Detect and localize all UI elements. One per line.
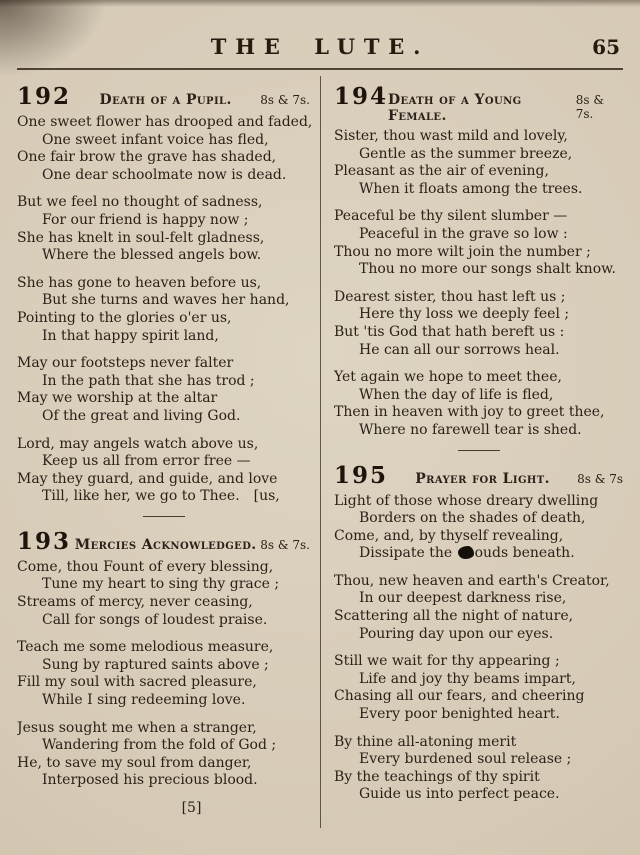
hymn-line: Lord, may angels watch above us, (17, 435, 259, 452)
stanza (17, 275, 310, 345)
stanza (17, 436, 310, 506)
stanza (17, 114, 313, 184)
stanza (17, 355, 310, 425)
hymn-line: In that happy spirit land, (42, 327, 219, 344)
hymn-line: Teach me some melodious measure, (17, 639, 274, 656)
hymn-line: Where no farewell tear is shed. (359, 421, 582, 438)
hymn-line: One dear schoolmate now is dead. (42, 166, 287, 183)
hymn-line: Thou, new heaven and earth's Creator, (334, 572, 610, 589)
hymn-line: Where the blessed angels bow. (42, 247, 262, 264)
hymn-line: When the day of life is fled, (359, 386, 554, 403)
hymn-line: While I sing redeeming love. (42, 692, 246, 709)
hymn-line: Of the great and living God. (42, 407, 241, 424)
hymn-line: Chasing all our fears, and cheering (334, 688, 585, 705)
hymn-line: In the path that she has trod ; (42, 372, 255, 389)
hymn-line: Dissipate the ouds beneath. (359, 545, 575, 562)
hymn-header (334, 83, 623, 124)
hymn-number: 192 (17, 83, 72, 110)
column-left (17, 76, 320, 828)
hymn-line: May our footsteps never falter (17, 355, 234, 372)
hymn-title: Death of a Young Female. (388, 92, 522, 124)
hymn-meter: 8s & 7s. (260, 537, 310, 552)
hymn-line: Wandering from the fold of God ; (42, 737, 277, 754)
hymn-line: By thine all-atoning merit (334, 733, 517, 750)
hymn-line: Sister, thou wast mild and lovely, (334, 128, 568, 144)
hymn-line: Every poor benighted heart. (359, 706, 560, 723)
hymn-header (17, 528, 310, 555)
page-number: 65 (592, 35, 620, 59)
book-title: THE LUTE. (210, 34, 430, 59)
hymn-line: Borders on the shades of death, (359, 510, 586, 527)
page-header (0, 0, 640, 68)
hymn-meter: 8s & 7s (577, 471, 623, 486)
stanza (17, 639, 310, 709)
column-right (320, 76, 623, 828)
hymn-number: 194 (334, 83, 389, 110)
hymn-line: But 'tis God that hath bereft us : (334, 323, 565, 340)
hymn-line: One sweet flower has drooped and faded, (17, 114, 313, 130)
hymn-line: Light of those whose dreary dwelling (334, 492, 599, 509)
hymn-line: Till, like her, we go to Thee. [us, (42, 488, 280, 505)
hymn-line: Scattering all the night of nature, (334, 608, 574, 625)
hymn-line: For our friend is happy now ; (42, 211, 249, 228)
hymn-title: Death of a Pupil. (99, 92, 232, 108)
ink-blot (458, 546, 474, 559)
header-rule (17, 68, 623, 70)
hymn-title: Mercies Acknowledged. (74, 536, 257, 553)
stanza (334, 734, 623, 804)
hymn (334, 462, 623, 805)
stanza (334, 289, 623, 359)
hymn (334, 83, 623, 440)
hymn-line: Interposed his precious blood. (42, 772, 258, 789)
hymn-line: Thou no more wilt join the number ; (334, 243, 591, 260)
text-columns (17, 76, 623, 828)
hymn-line: He, to save my soul from danger, (17, 754, 252, 771)
hymn-line: But she turns and waves her hand, (42, 292, 290, 309)
stanza (17, 194, 310, 264)
hymn-line: Sung by raptured saints above ; (42, 656, 269, 673)
hymn-line: Every burdened soul release ; (359, 751, 572, 768)
stanza (334, 208, 623, 278)
stanza (17, 720, 310, 790)
page-signature: [5] (181, 800, 202, 816)
hymn-line: Yet again we hope to meet thee, (334, 369, 562, 386)
hymn-divider (458, 450, 500, 451)
hymn-number: 195 (334, 461, 389, 489)
hymn-line: Pouring day upon our eyes. (359, 625, 554, 642)
hymn-line: Call for songs of loudest praise. (42, 611, 268, 628)
stanza (334, 493, 623, 563)
hymn-line: Gentle as the summer breeze, (359, 145, 573, 162)
hymn-meter: 8s & 7s. (575, 93, 605, 121)
hymn-line: Keep us all from error free — (42, 453, 251, 470)
hymn-line: Jesus sought me when a stranger, (17, 719, 257, 736)
hymn (17, 528, 310, 790)
hymn (17, 83, 313, 506)
hymn-line: May we worship at the altar (17, 390, 218, 407)
hymn-line: Pleasant as the air of evening, (334, 163, 549, 180)
hymn-line: She has gone to heaven before us, (17, 274, 262, 291)
hymn-line: Streams of mercy, never ceasing, (17, 594, 253, 611)
hymn-line: Come, thou Fount of every blessing, (17, 558, 274, 575)
hymn-line: Then in heaven with joy to greet thee, (334, 404, 605, 421)
hymn-line: Peaceful in the grave so low : (359, 225, 568, 242)
stanza (334, 573, 623, 643)
hymn-divider (143, 516, 185, 517)
hymn-line: He can all our sorrows heal. (359, 341, 560, 358)
hymn-line: One fair brow the grave has shaded, (17, 149, 277, 166)
hymn-header (334, 462, 623, 489)
stanza (334, 128, 623, 198)
hymn-line: Come, and, by thyself revealing, (334, 527, 564, 544)
stanza (334, 369, 623, 439)
hymn-line: One sweet infant voice has fled, (42, 131, 269, 148)
hymn-line: Tune my heart to sing thy grace ; (42, 576, 280, 593)
stanza (17, 559, 310, 629)
hymn-line: She has knelt in soul-felt gladness, (17, 229, 265, 246)
hymn-line: Thou no more our songs shalt know. (359, 261, 616, 278)
hymn-line: When it floats among the trees. (359, 180, 583, 197)
hymn-number: 193 (17, 527, 72, 555)
hymn-line: May they guard, and guide, and love (17, 470, 278, 487)
hymn-line: Fill my soul with sacred pleasure, (17, 674, 257, 691)
stanza (334, 653, 623, 723)
hymn-meter: 8s & 7s. (260, 93, 310, 107)
hymn-line: Here thy loss we deeply feel ; (359, 306, 570, 323)
hymn-line: Guide us into perfect peace. (359, 786, 560, 803)
hymn-line: But we feel no thought of sadness, (17, 194, 263, 211)
hymn-header (17, 83, 310, 110)
hymn-title: Prayer for Light. (415, 470, 550, 487)
hymn-line: In our deepest darkness rise, (359, 590, 567, 607)
hymn-line: Peaceful be thy silent slumber — (334, 208, 568, 225)
hymn-line: By the teachings of thy spirit (334, 768, 540, 785)
hymn-line: Still we wait for thy appearing ; (334, 653, 560, 670)
hymn-line: Life and joy thy beams impart, (359, 670, 576, 687)
hymn-line: Pointing to the glories o'er us, (17, 309, 232, 326)
hymn-line: Dearest sister, thou hast left us ; (334, 288, 566, 305)
